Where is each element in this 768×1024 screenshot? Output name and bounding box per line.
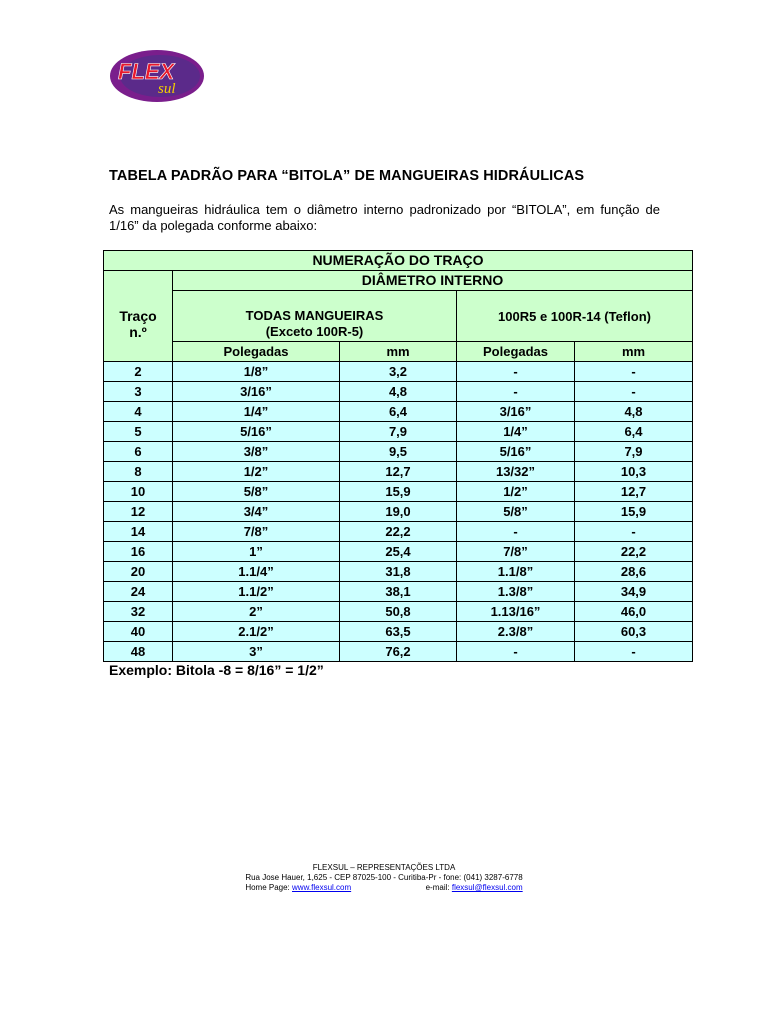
cell-polegadas-b: 13/32” bbox=[457, 462, 575, 482]
cell-polegadas-a: 1/8” bbox=[173, 362, 340, 382]
svg-text:sul: sul bbox=[158, 81, 176, 97]
table-row bbox=[104, 642, 693, 662]
cell-traco: 5 bbox=[104, 422, 173, 442]
cell-mm-b: - bbox=[575, 642, 693, 662]
cell-polegadas-b: 1.3/8” bbox=[457, 582, 575, 602]
cell-traco: 10 bbox=[104, 482, 173, 502]
cell-mm-b: 6,4 bbox=[575, 422, 693, 442]
cell-polegadas-b: 1.1/8” bbox=[457, 562, 575, 582]
cell-polegadas-b: - bbox=[457, 382, 575, 402]
cell-polegadas-b: 5/16” bbox=[457, 442, 575, 462]
col-polegadas-b: Polegadas bbox=[457, 342, 575, 362]
header-todas-mangueiras bbox=[173, 291, 457, 342]
cell-polegadas-b: 7/8” bbox=[457, 542, 575, 562]
cell-mm-b: 34,9 bbox=[575, 582, 693, 602]
cell-traco: 16 bbox=[104, 542, 173, 562]
page-title: TABELA PADRÃO PARA “BITOLA” DE MANGUEIRAS HIDRÁULICAS bbox=[109, 168, 585, 184]
footer-home-label: Home Page: bbox=[245, 883, 290, 892]
cell-mm-a: 7,9 bbox=[340, 422, 457, 442]
col-polegadas-a: Polegadas bbox=[173, 342, 340, 362]
cell-polegadas-a: 1/2” bbox=[173, 462, 340, 482]
table-row bbox=[104, 582, 693, 602]
cell-mm-a: 3,2 bbox=[340, 362, 457, 382]
cell-mm-a: 25,4 bbox=[340, 542, 457, 562]
cell-polegadas-a: 1.1/4” bbox=[173, 562, 340, 582]
table-row bbox=[104, 462, 693, 482]
table-row bbox=[104, 622, 693, 642]
cell-mm-b: 60,3 bbox=[575, 622, 693, 642]
cell-polegadas-b: 3/16” bbox=[457, 402, 575, 422]
cell-traco: 6 bbox=[104, 442, 173, 462]
cell-mm-b: 28,6 bbox=[575, 562, 693, 582]
table-row bbox=[104, 602, 693, 622]
cell-polegadas-a: 2” bbox=[173, 602, 340, 622]
header-todas-label: TODAS MANGUEIRAS (Exceto 100R-5) bbox=[245, 308, 384, 339]
table-row bbox=[104, 442, 693, 462]
cell-mm-b: - bbox=[575, 522, 693, 542]
cell-traco: 4 bbox=[104, 402, 173, 422]
footer-home-link[interactable]: www.flexsul.com bbox=[292, 883, 352, 892]
table-row bbox=[104, 522, 693, 542]
cell-mm-b: 46,0 bbox=[575, 602, 693, 622]
cell-mm-b: 12,7 bbox=[575, 482, 693, 502]
cell-mm-b: 10,3 bbox=[575, 462, 693, 482]
cell-polegadas-a: 3” bbox=[173, 642, 340, 662]
cell-polegadas-a: 3/4” bbox=[173, 502, 340, 522]
cell-traco: 14 bbox=[104, 522, 173, 542]
header-teflon: 100R5 e 100R-14 (Teflon) bbox=[457, 291, 693, 342]
cell-polegadas-b: - bbox=[457, 642, 575, 662]
bitola-table bbox=[103, 250, 693, 662]
cell-polegadas-a: 1.1/2” bbox=[173, 582, 340, 602]
table-row bbox=[104, 402, 693, 422]
footer-contacts bbox=[0, 883, 768, 893]
table-row bbox=[104, 562, 693, 582]
cell-traco: 12 bbox=[104, 502, 173, 522]
cell-mm-b: 7,9 bbox=[575, 442, 693, 462]
cell-traco: 3 bbox=[104, 382, 173, 402]
table-row bbox=[104, 382, 693, 402]
cell-mm-a: 9,5 bbox=[340, 442, 457, 462]
cell-traco: 48 bbox=[104, 642, 173, 662]
table-row bbox=[104, 362, 693, 382]
cell-traco: 2 bbox=[104, 362, 173, 382]
cell-polegadas-b: - bbox=[457, 362, 575, 382]
flexsul-logo bbox=[108, 46, 206, 104]
cell-mm-a: 12,7 bbox=[340, 462, 457, 482]
cell-polegadas-a: 1” bbox=[173, 542, 340, 562]
cell-polegadas-a: 5/8” bbox=[173, 482, 340, 502]
table-row bbox=[104, 422, 693, 442]
cell-mm-b: 22,2 bbox=[575, 542, 693, 562]
cell-polegadas-a: 3/8” bbox=[173, 442, 340, 462]
cell-mm-a: 6,4 bbox=[340, 402, 457, 422]
header-numeracao: NUMERAÇÃO DO TRAÇO bbox=[104, 251, 693, 271]
cell-traco: 20 bbox=[104, 562, 173, 582]
footer-company: FLEXSUL – REPRESENTAÇÕES LTDA bbox=[312, 863, 456, 872]
header-traco bbox=[104, 271, 173, 362]
cell-polegadas-a: 5/16” bbox=[173, 422, 340, 442]
cell-mm-b: 4,8 bbox=[575, 402, 693, 422]
cell-mm-a: 38,1 bbox=[340, 582, 457, 602]
svg-text:FLEX: FLEX bbox=[118, 59, 175, 84]
header-traco-label: Traço n.º bbox=[119, 308, 157, 340]
cell-traco: 24 bbox=[104, 582, 173, 602]
table-row bbox=[104, 482, 693, 502]
footer-email-link[interactable]: flexsul@flexsul.com bbox=[451, 883, 523, 892]
cell-mm-a: 31,8 bbox=[340, 562, 457, 582]
cell-polegadas-a: 7/8” bbox=[173, 522, 340, 542]
cell-polegadas-b: 1/2” bbox=[457, 482, 575, 502]
table-row bbox=[104, 502, 693, 522]
cell-polegadas-a: 1/4” bbox=[173, 402, 340, 422]
cell-polegadas-b: 5/8” bbox=[457, 502, 575, 522]
footer-address: Rua Jose Hauer, 1,625 - CEP 87025-100 - Curitiba-Pr - fone: (041) 3287-6778 bbox=[245, 873, 523, 882]
cell-polegadas-b: 1.13/16” bbox=[457, 602, 575, 622]
cell-polegadas-a: 2.1/2” bbox=[173, 622, 340, 642]
footer-email-label: e-mail: bbox=[425, 883, 450, 892]
cell-mm-b: - bbox=[575, 382, 693, 402]
footer bbox=[0, 863, 768, 893]
col-mm-b: mm bbox=[575, 342, 693, 362]
cell-mm-a: 15,9 bbox=[340, 482, 457, 502]
cell-polegadas-b: 2.3/8” bbox=[457, 622, 575, 642]
cell-mm-b: - bbox=[575, 362, 693, 382]
cell-mm-a: 76,2 bbox=[340, 642, 457, 662]
cell-polegadas-a: 3/16” bbox=[173, 382, 340, 402]
cell-traco: 8 bbox=[104, 462, 173, 482]
cell-mm-a: 22,2 bbox=[340, 522, 457, 542]
cell-mm-a: 4,8 bbox=[340, 382, 457, 402]
cell-mm-b: 15,9 bbox=[575, 502, 693, 522]
example-text: Exemplo: Bitola -8 = 8/16” = 1/2” bbox=[109, 662, 324, 678]
cell-polegadas-b: 1/4” bbox=[457, 422, 575, 442]
cell-polegadas-b: - bbox=[457, 522, 575, 542]
cell-traco: 32 bbox=[104, 602, 173, 622]
table-row bbox=[104, 542, 693, 562]
header-diametro: DIÂMETRO INTERNO bbox=[173, 271, 693, 291]
cell-mm-a: 63,5 bbox=[340, 622, 457, 642]
cell-mm-a: 50,8 bbox=[340, 602, 457, 622]
intro-paragraph: As mangueiras hidráulica tem o diâmetro interno padronizado por “BITOLA”, em função de 1/16” da polegada conforme abaixo: bbox=[109, 202, 660, 233]
cell-traco: 40 bbox=[104, 622, 173, 642]
cell-mm-a: 19,0 bbox=[340, 502, 457, 522]
col-mm-a: mm bbox=[340, 342, 457, 362]
